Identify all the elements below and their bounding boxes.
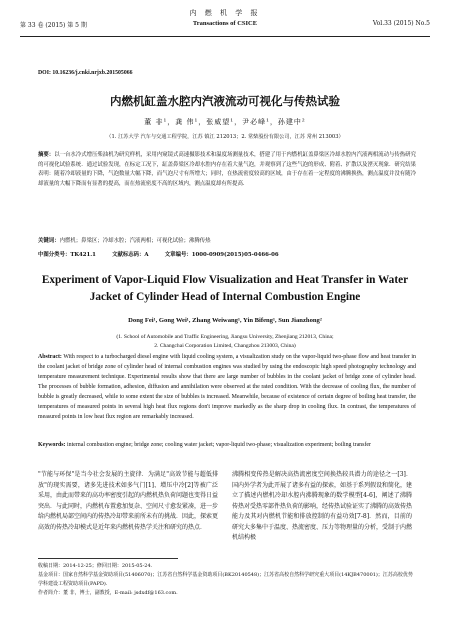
abstract-en [38, 352, 416, 422]
keywords-cn-text: 内燃机；鼻梁区；冷却水腔；汽液两相；可视化试验；沸腾传热 [59, 238, 211, 244]
affiliation-en [0, 333, 450, 351]
keywords-en-label: Keywords: [38, 442, 66, 448]
body-column-left: "节能与环保"是当今社会发展的主旋律．为满足"高效节能与超低排放"的现实需要，诸多先进技术如多气门[1]、增压中冷[2]等被广泛采用，由此而带来的高功率密度引起的内燃机热负荷问题也变得日益突出．与此同时，内燃机布置愈加复杂、空间尺寸愈发紧凑，进一步给内燃机局部空间内的传热冷却带来前所未有的挑战．因此，探索更高效的传热冷却模式是近年来内燃机传热学关注和研究的热点． [38, 471, 219, 531]
abstract-cn-text: 以一台水冷式增压柴油机为研究样机，采用内窥镜式高速摄影技术和温度场测量技术，搭建了用于内燃机缸盖鼻梁区冷却水腔内汽液两相流动与传热研究的可视化试验系统．通过试验发现，在标定工况下，缸盖鼻梁区冷却水腔内存在着大量气泡，并观察到了这些气泡的形成、附着、扩散以及湮灭现象．研究结果表明：随着冷却液量的下降，气泡数量大幅下降，而气泡尺寸有所增大；同时，在热流密度较高的区域，由于存在着一定程度的沸腾换热，测点温度并没有随冷却液量的大幅下降而有显著的提高，而在热流密度不高的区域内，测点温度却有所提高． [38, 152, 416, 187]
affiliation-en-2: 2. Changchai Corporation Limited, Changzhou 213003, China) [154, 343, 296, 349]
keywords-en [38, 440, 416, 450]
keywords-cn [38, 237, 416, 247]
doi[interactable]: DOI: 10.16236/j.cnki.nrjxb.201505066 [38, 70, 133, 76]
authors-cn: 董 非¹，龚 伟¹，张威望¹，尹必峰¹，孙建中² [144, 118, 306, 126]
body-column-right: 沸腾相变传热是解决高热流密度空间换热较具潜力的途径之一[3]．国内外学者为此开展了诸多有益的探索，如基于系列假设和简化，建立了描述内燃机冷却水腔内沸腾现象的数学模型[4-6]，阐述了沸腾传热对受热零部件热负荷的影响，经传热试验证实了沸腾的高效传热能力及其对内燃机节能和排放控制的有益功效[7-8]．然而，目前的研究大多集中于温度、热流密度、压力等物理量的分析，受制于内燃机结构极 [232, 471, 413, 541]
affiliation-en-1: (1. School of Automobile and Traffic Engineering, Jiangsu University, Zhenjiang 212013, China; [116, 334, 334, 340]
authors-en: Dong Fei¹, Gong Wei¹, Zhang Weiwang¹, Yin Bifeng¹, Sun Jianzhong² [128, 317, 322, 324]
keywords-cn-label: 关键词： [38, 238, 60, 244]
classification-line: 中图分类号：TK421.1 文献标志码：A 文章编号：1000-0909(2015)05-0466-06 [38, 252, 279, 258]
keywords-en-text: internal combustion engine; bridge zone; cooling water jacket; vapor-liquid two-phase; visualization experiment; boiling transfer [66, 442, 371, 448]
abstract-en-label: Abstract: [38, 354, 62, 360]
paper-title-en: Experiment of Vapor-Liquid Flow Visualization and Heat Transfer in Water Jacket of Cylinder Head of Internal Combustion Engine [41, 274, 409, 303]
footnote-rule [38, 558, 178, 559]
paper-title-cn: 内燃机缸盖水腔内汽液流动可视化与传热试验 [110, 94, 340, 108]
footnote [38, 562, 416, 598]
funding: 基金项目：国家自然科学基金资助项目(51406070)；江苏省自然科学基金资助项目(BK20140548)；江苏省高校自然科学研究重大项目(14KJB470001)；江苏高校优势学科建设工程资助项目(PAPD). [38, 572, 413, 587]
issue-info-cn: 第 33 卷 (2015) 第 5 期 [20, 22, 87, 29]
abstract-cn-label: 摘要： [38, 152, 55, 158]
journal-name-cn: 内 燃 机 学 报 [189, 9, 261, 17]
running-header [20, 6, 430, 37]
journal-name-en: Transactions of CSICE [192, 20, 258, 27]
issue-info-en: Vol.33 (2015) No.5 [372, 20, 430, 27]
abstract-cn [38, 151, 416, 189]
author-bio: 作者简介：董 非，博士，副教授，E-mail: jsdxdf@163.com. [38, 590, 178, 596]
received-date: 收稿日期：2014-12-25；修回日期：2015-05-24. [38, 563, 153, 569]
abstract-en-text: With respect to a turbocharged diesel engine with liquid cooling system, a visualization study on the vapor-liquid two-phase flow and heat transfer in the coolant jacket of bridge zone of cylinder head of internal combustion engines was studied by using the endoscopic high speed photography technology and temperature measurement technique. Experimental results show that there are large number of bubbles in the coolant jacket of bridge zone of cylinder head. The processes of bubble formation, adhesion, diffusion and annihilation were observed at the rated condition. With the decrease of cooling flux, the number of bubble is greatly decreased, while to some extent the size of bubbles is increased. Meanwhile, because of existence of certain degree of boiling heat transfer, the temperatures of measured points in several high heat flux regions don't improve markedly as the sharp drop in cooling flux. In contrast, the temperatures of measured points in low heat flux region are remarkably increased. [38, 354, 416, 420]
affiliation-cn: （1. 江苏大学 汽车与交通工程学院，江苏 镇江 212013；2. 常柴股份有限公司，江苏 常州 213003） [106, 134, 344, 140]
